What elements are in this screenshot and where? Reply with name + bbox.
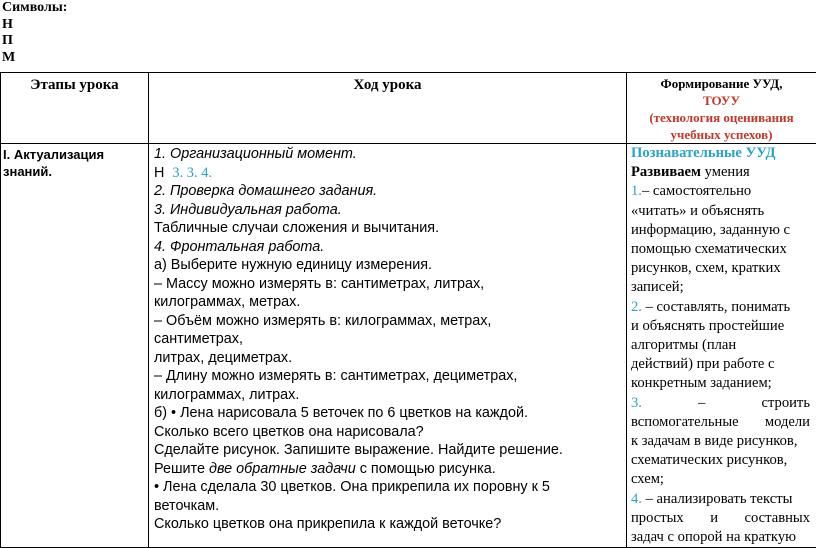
course-line: б) • Лена нарисовала 5 веточек по 6 цветков на каждой. [154, 404, 624, 423]
uud-number: 1. [631, 183, 642, 199]
uud-line: действий) при работе с [631, 355, 810, 374]
course-line: веточкам. [154, 497, 624, 516]
stage-cell [1, 144, 149, 548]
header-uud-line3: (технология оценивания [629, 109, 814, 126]
table-header-row [1, 73, 816, 144]
uud-line: записей; [631, 278, 810, 297]
uud-title: Познавательные УУД [631, 144, 810, 163]
uud-text: простых [631, 509, 684, 528]
uud-line: конкретным заданием; [631, 374, 810, 393]
course-line: 2. Проверка домашнего задания. [154, 182, 624, 201]
header-uud-line2: ТОУУ [629, 92, 814, 109]
symbol-item: П [2, 33, 67, 50]
header-uud [627, 73, 816, 144]
uud-line [631, 182, 810, 201]
uud-text: – анализировать тексты [642, 491, 792, 507]
uud-number: 4. [631, 491, 642, 507]
uud-text: строить [762, 394, 810, 413]
symbol-numbers: 3. 3. 4. [172, 165, 212, 181]
uud-line: задач с опорой на краткую [631, 528, 810, 547]
uud-line [631, 163, 810, 182]
stage-line2: знаний. [3, 163, 146, 180]
uud-number: 2. [631, 299, 642, 315]
uud-text: – [698, 394, 705, 413]
uud-number: 3. [631, 394, 642, 413]
uud-text: модели [765, 413, 810, 432]
course-line: литрах, дециметрах. [154, 349, 624, 368]
course-line [154, 164, 624, 183]
uud-line: «читать» и объяснять [631, 202, 810, 221]
uud-line [631, 413, 810, 432]
course-line: Сколько всего цветков она нарисовала? [154, 423, 624, 442]
course-line: 3. Индивидуальная работа. [154, 201, 624, 220]
uud-text: составных [745, 509, 810, 528]
uud-text: – составлять, понимать [642, 299, 790, 315]
uud-cell [627, 144, 816, 548]
uud-bold: Развиваем [631, 164, 701, 180]
uud-line: и объяснять простейшие [631, 317, 810, 336]
course-line: 4. Фронтальная работа. [154, 238, 624, 257]
course-line: – Массу можно измерять в: сантиметрах, литрах, [154, 275, 624, 294]
header-uud-line4: учебных успехов) [629, 126, 814, 143]
course-line: Сделайте рисунок. Запишите выражение. Найдите решение. [154, 441, 624, 460]
stage-line1: I. Актуализация [3, 146, 146, 163]
symbols-legend [2, 0, 67, 66]
course-line: Табличные случаи сложения и вычитания. [154, 219, 624, 238]
uud-text: вспомогательные [631, 413, 739, 432]
uud-line: алгоритмы (план [631, 336, 810, 355]
symbol-mark: Н [154, 165, 164, 181]
course-line: – Объём можно измерять в: килограммах, метрах, [154, 312, 624, 331]
course-line: – Длину можно измерять в: сантиметрах, дециметрах, [154, 367, 624, 386]
course-text: Решите [154, 461, 209, 477]
course-line [154, 460, 624, 479]
course-line: • Лена сделала 30 цветков. Она прикрепила их поровну к 5 [154, 478, 624, 497]
course-line: килограммах, метрах. [154, 293, 624, 312]
table-row [1, 144, 816, 548]
symbol-item: Н [2, 17, 67, 34]
uud-line: к задачам в виде рисунков, [631, 432, 810, 451]
uud-line: схем; [631, 470, 810, 489]
uud-line [631, 394, 810, 413]
uud-text: – самостоятельно [642, 183, 751, 199]
symbols-title: Символы: [2, 0, 67, 17]
uud-line: помощью схематических [631, 240, 810, 259]
course-line: Сколько цветков она прикрепила к каждой веточке? [154, 515, 624, 534]
uud-line [631, 490, 810, 509]
header-uud-line1: Формирование УУД, [629, 75, 814, 92]
course-cell [149, 144, 627, 548]
uud-line [631, 509, 810, 528]
header-stages: Этапы урока [1, 73, 149, 144]
uud-line: рисунков, схем, кратких [631, 259, 810, 278]
course-line: килограммах, литрах. [154, 386, 624, 405]
course-line: а) Выберите нужную единицу измерения. [154, 256, 624, 275]
lesson-table [0, 72, 816, 548]
course-line: 1. Организационный момент. [154, 145, 624, 164]
uud-line [631, 298, 810, 317]
course-line: сантиметрах, [154, 330, 624, 349]
uud-text: умения [701, 164, 750, 180]
course-text: с помощью рисунка. [356, 461, 496, 477]
uud-line: схематических рисунков, [631, 451, 810, 470]
uud-line: информацию, заданную с [631, 221, 810, 240]
header-course: Ход урока [149, 73, 627, 144]
uud-text: и [710, 509, 718, 528]
symbol-item: М [2, 50, 67, 67]
course-text-italic: две обратные задачи [209, 461, 356, 477]
